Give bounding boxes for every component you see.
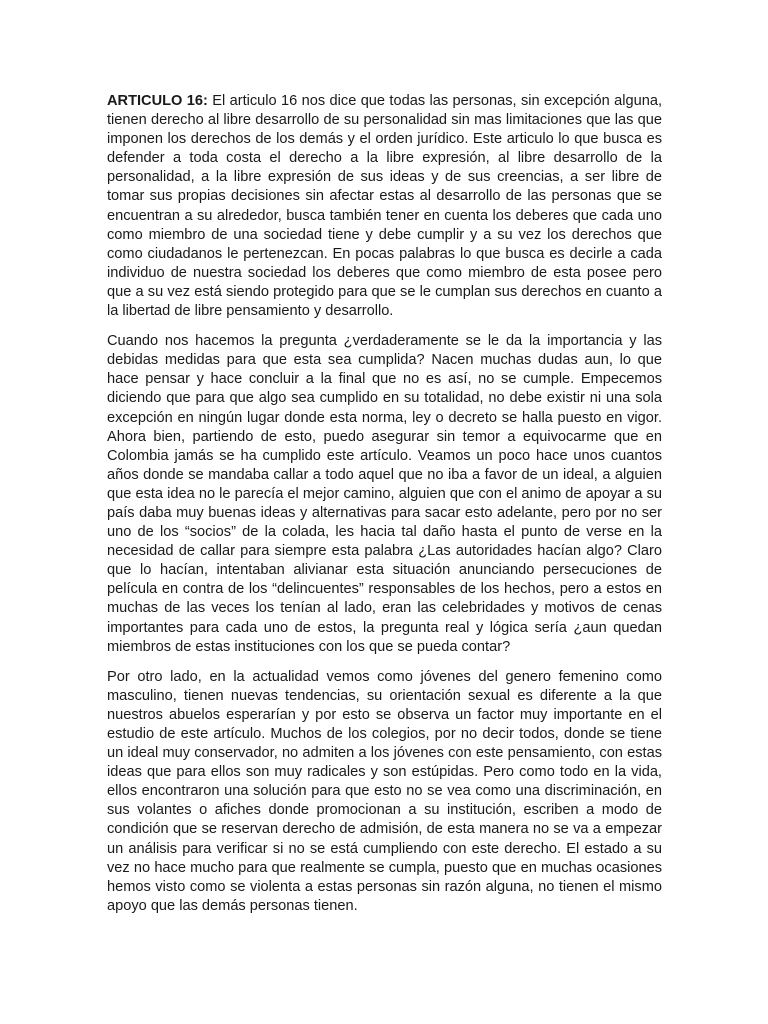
article-heading: ARTICULO 16: bbox=[107, 93, 208, 109]
paragraph-2: Cuando nos hacemos la pregunta ¿verdaderamente se le da la importancia y las debidas medidas para que esta sea cumplida? Nacen muchas dudas aun, lo que hace pensar y hace concluir a la final que no es así, no se cumple. Empecemos diciendo que para que algo sea cumplido en su totalidad, no debe existir ni una sola excepción en ningún lugar donde esta norma, ley o decreto se halla puesto en vigor. Ahora bien, partiendo de esto, puedo asegurar sin temor a equivocarme que en Colombia jamás se ha cumplido este artículo. Veamos un poco hace unos cuantos años donde se mandaba callar a todo aquel que no iba a favor de un ideal, a alguien que esta idea no le parecía el mejor camino, alguien que con el animo de apoyar a su país daba muy buenas ideas y alternativas para sacar esto adelante, pero por no ser uno de los “socios” de la colada, les hacia tal daño hasta el punto de verse en la necesidad de callar para siempre esta palabra ¿Las autoridades hacían algo? Claro que lo hacían, intentaban alivianar esta situación anunciando persecuciones de película en contra de los “delincuentes” responsables de los hechos, pero a estos en muchas de las veces los tenían al lado, eran las celebridades y motivos de cenas importantes para cada uno de estos, la pregunta real y lógica sería ¿aun quedan miembros de estas instituciones con los que se pueda contar? bbox=[107, 333, 662, 655]
paragraph-3: Por otro lado, en la actualidad vemos como jóvenes del genero femenino como masculino, tienen nuevas tendencias, su orientación sexual es diferente a la que nuestros abuelos esperarían y por esto se observa un factor muy importante en el estudio de este artículo. Muchos de los colegios, por no decir todos, donde se tiene un ideal muy conservador, no admiten a los jóvenes con este pensamiento, con estas ideas que para ellos son muy radicales y son estúpidas. Pero como todo en la vida, ellos encontraron una solución para que esto no se vea como una discriminación, en sus volantes o afiches donde promocionan a su institución, escriben a modo de condición que se reservan derecho de admisión, de esta manera no se va a empezar un análisis para verificar si no se está cumpliendo con este derecho. El estado a su vez no hace mucho para que realmente se cumpla, puesto que en muchas ocasiones hemos visto como se violenta a estas personas sin razón alguna, no tienen el mismo apoyo que las demás personas tienen. bbox=[107, 668, 662, 914]
paragraph-article-16 bbox=[107, 92, 662, 321]
document-page bbox=[107, 92, 662, 927]
paragraph-1-text: El articulo 16 nos dice que todas las personas, sin excepción alguna, tienen derecho al libre desarrollo de su personalidad sin mas limitaciones que las que imponen los derechos de los demás y el orden jurídico. Este articulo lo que busca es defender a toda costa el derecho a la libre expresión, al libre desarrollo de la personalidad, a la libre expresión de sus ideas y de sus creencias, a ser libre de tomar sus propias decisiones sin afectar estas al desarrollo de las personas que se encuentran a su alrededor, busca también tener en cuenta los deberes que cada uno como miembro de una sociedad tiene y debe cumplir y a su vez los derechos que como ciudadanos le pertenezcan. En pocas palabras lo que busca es decirle a cada individuo de nuestra sociedad los deberes que como miembro de esta posee pero que a su vez está siendo protegido para que se le cumplan sus derechos en cuanto a la libertad de libre pensamiento y desarrollo. bbox=[107, 93, 662, 320]
